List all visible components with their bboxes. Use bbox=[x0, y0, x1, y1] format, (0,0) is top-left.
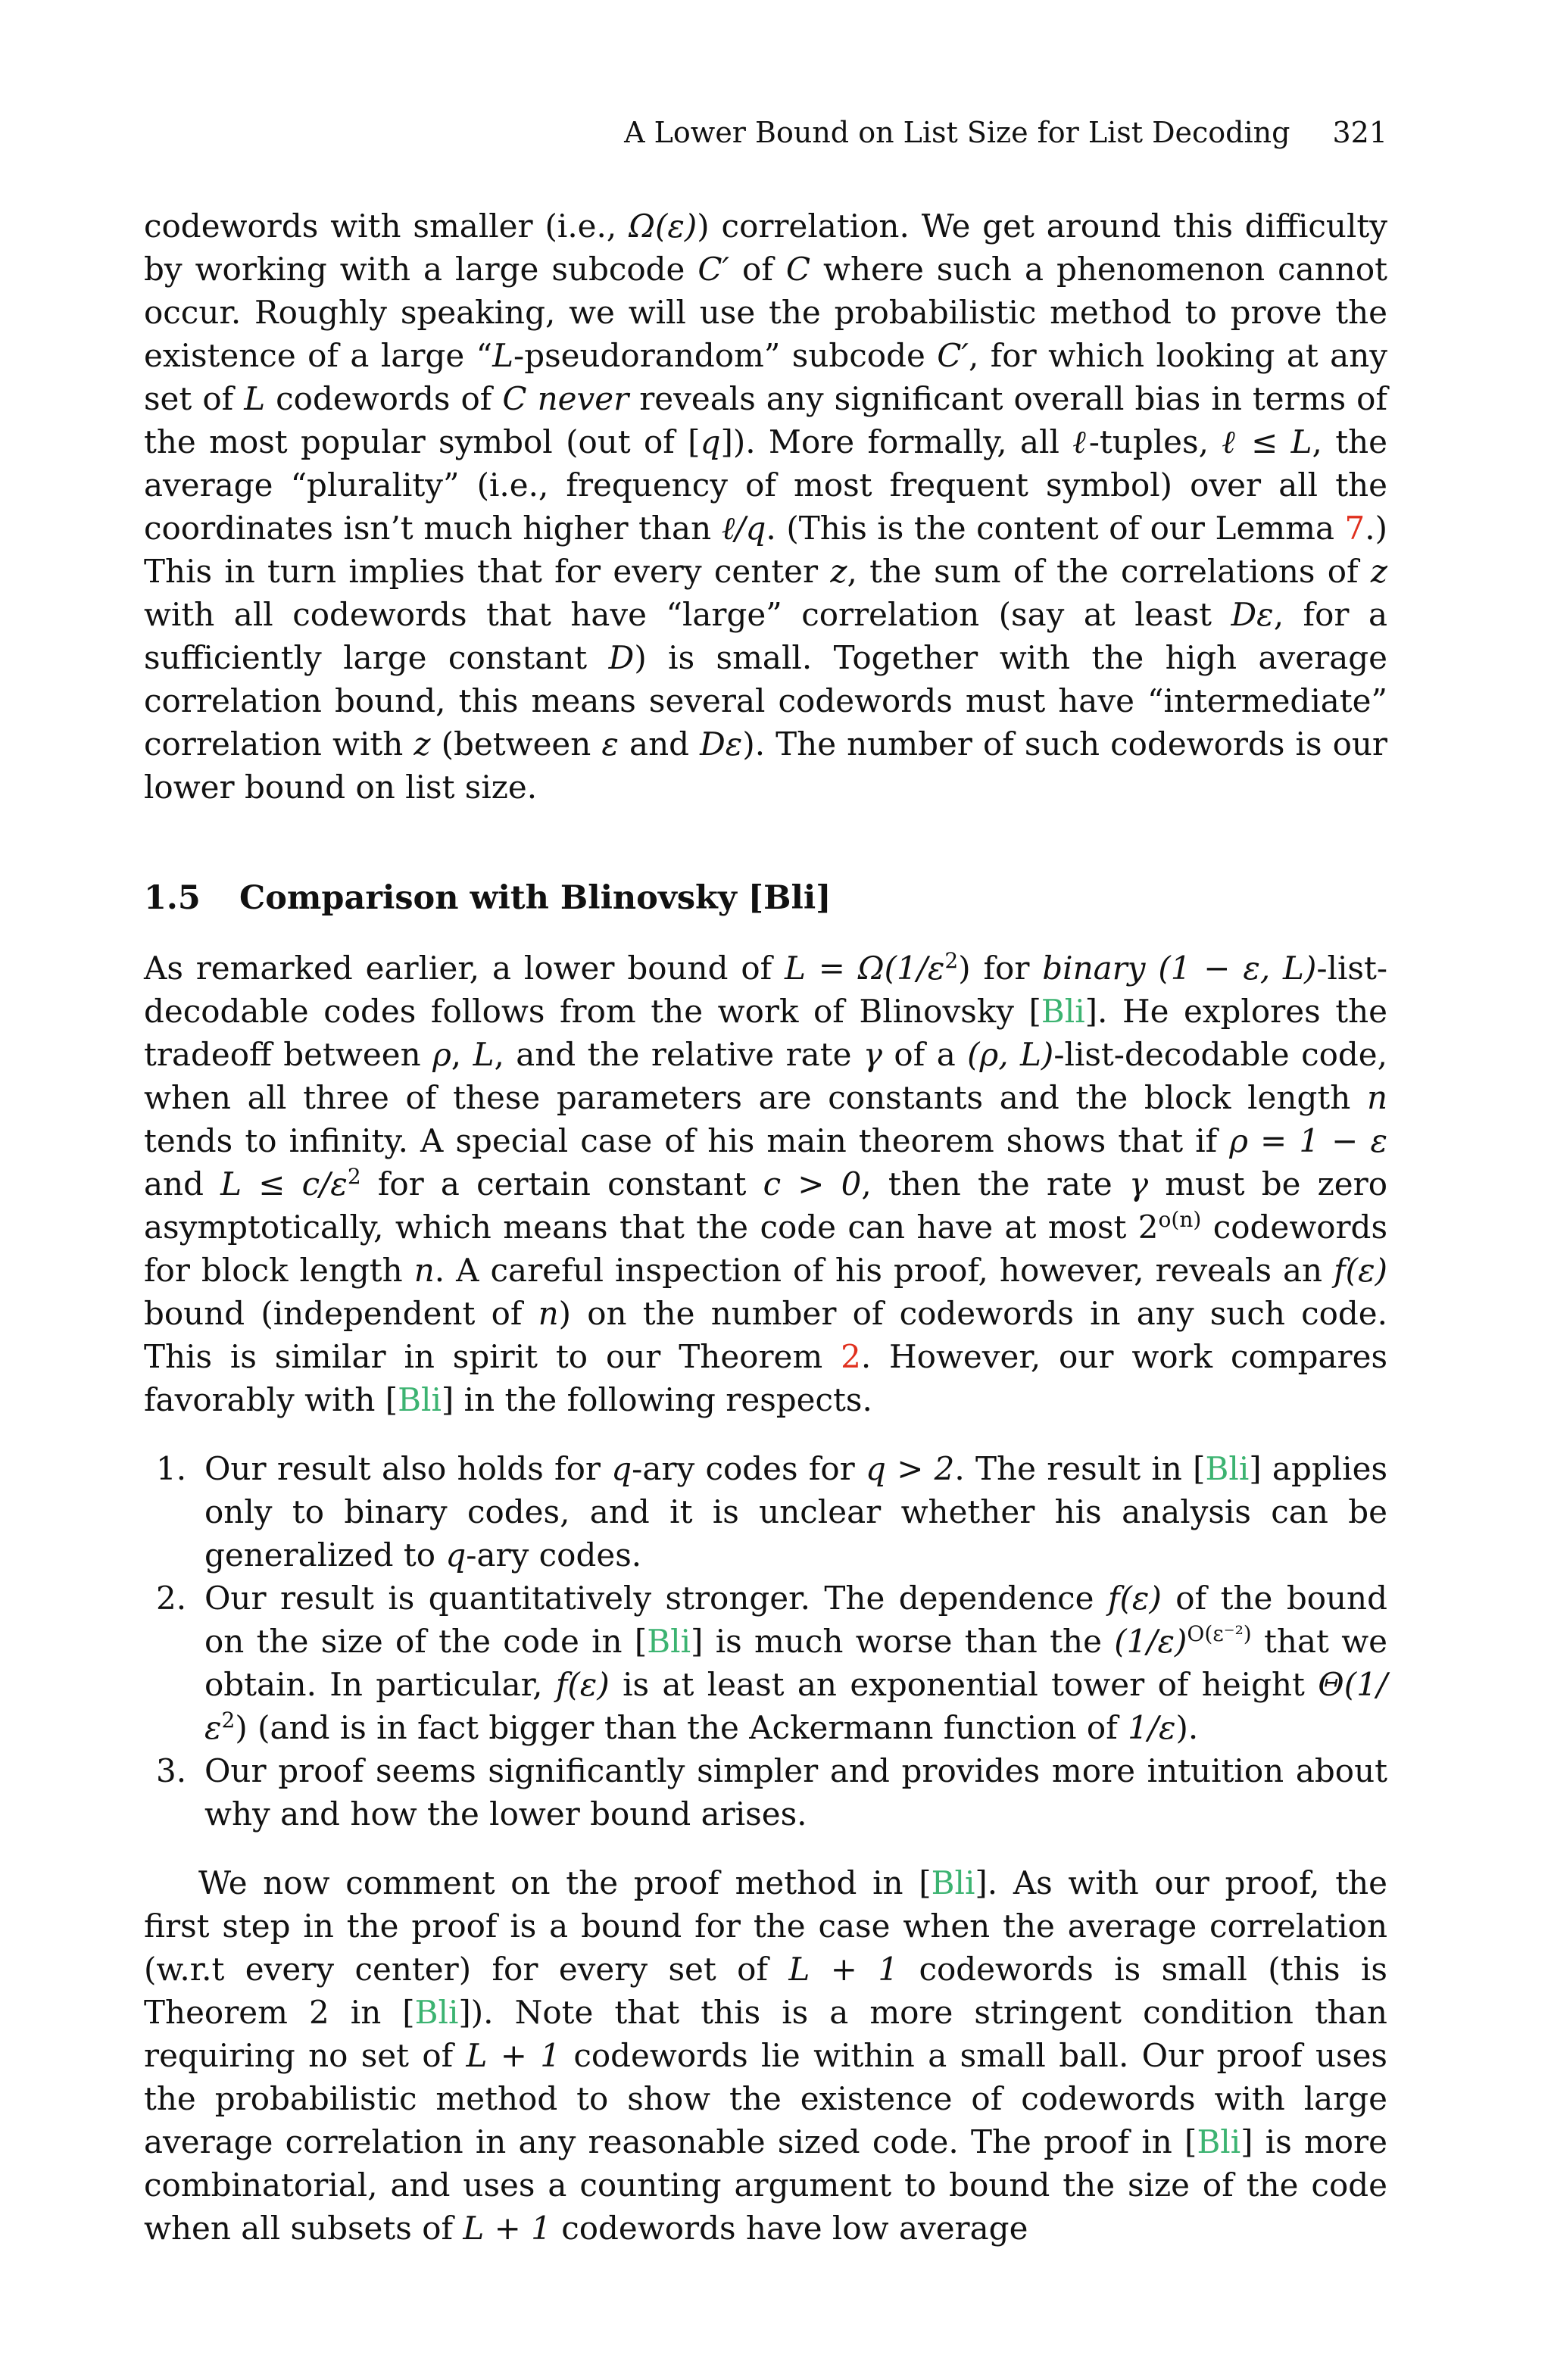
paragraph-2: As remarked earlier, a lower bound of $L = \Omega(1/\varepsilon^2)$ for binary (1 − ε, L)-list-decodable codes follows from the work of Blinovsky [Bli]. He explores the tradeoff between ρ, L, and the relative rate γ of a (ρ, L)-list-decodable code, when all three of these parameters are constants and the block length n tends to infinity. A special case of his main theorem shows that if ρ = 1 − ε and $L \le c/\varepsilon^2$ for a certain constant c > 0, then the rate γ must be zero asymptotically, which means that the code can have at most $2^{o(n)}$ codewords for block length n. A careful inspection of his proof, however, reveals an f(ε) bound (independent of n) on the number of codewords in any such code. This is similar in spirit to our Theorem 2. However, our work compares favorably with [Bli] in the following respects. bbox=[144, 948, 1388, 1418]
citation-bli-link[interactable]: Bli bbox=[931, 1864, 975, 1901]
emphasis-binary: binary bbox=[1042, 950, 1146, 987]
list-item: 3. Our proof seems significantly simpler and provides more intuition about why and how the lower bound arises. bbox=[144, 1749, 1387, 1836]
paragraph-3: We now comment on the proof method in [Bli]. As with our proof, the first step in the proof is a bound for the case when the average correlation (w.r.t every center) for every set of L + 1 codewords is small (this is Theorem 2 in [Bli]). Note that this is a more stringent condition than requiring no set of L + 1 codewords lie within a small ball. Our proof uses the probabilistic method to show the existence of codewords with large average correlation in any reasonable sized code. The proof in [Bli] is more combinatorial, and uses a counting argument to bound the size of the code when all subsets of L + 1 codewords have low average bbox=[144, 1864, 1387, 2247]
list-marker: 1. bbox=[156, 1450, 187, 1487]
comparison-list bbox=[144, 1447, 1387, 1836]
citation-bli-link[interactable]: Bli bbox=[1205, 1450, 1250, 1487]
list-marker: 2. bbox=[156, 1580, 187, 1617]
section-title: Comparison with Blinovsky [Bli] bbox=[239, 879, 832, 917]
running-title: A Lower Bound on List Size for List Decoding bbox=[624, 116, 1290, 149]
citation-bli-link[interactable]: Bli bbox=[1041, 993, 1085, 1030]
section-number: 1.5 bbox=[144, 879, 201, 917]
citation-bli-link[interactable]: Bli bbox=[647, 1623, 691, 1660]
list-marker: 3. bbox=[156, 1752, 187, 1789]
theorem-2-ref-link[interactable]: 2 bbox=[841, 1338, 861, 1375]
citation-bli-link[interactable]: Bli bbox=[414, 1994, 459, 2031]
running-header bbox=[144, 114, 1387, 151]
section-heading bbox=[144, 875, 1387, 921]
body-text bbox=[144, 204, 1387, 2250]
page-number: 321 bbox=[1332, 116, 1387, 149]
lemma-7-ref-link[interactable]: 7 bbox=[1344, 510, 1365, 547]
emphasis-never: never bbox=[537, 380, 629, 417]
citation-bli-link[interactable]: Bli bbox=[398, 1381, 442, 1418]
list-item: 2. Our result is quantitatively stronger. The dependence f(ε) of the bound on the size of the code in [Bli] is much worse than the $(1/\varepsilon)^{O(\varepsilon^{-2})}$ that we obtain. In particular, f(ε) is at least an exponential tower of height $\Theta(1/\varepsilon^2)$ (and is in fact bigger than the Ackermann function of 1/ε). bbox=[144, 1577, 1387, 1749]
paragraph-1: codewords with smaller (i.e., Ω(ε)) correlation. We get around this difficulty by working with a large subcode C′ of C where such a phenomenon cannot occur. Roughly speaking, we will use the probabilistic method to prove the existence of a large “L-pseudorandom” subcode C′, for which looking at any set of L codewords of C never reveals any significant overall bias in terms of the most popular symbol (out of [q]). More formally, all ℓ-tuples, ℓ ≤ L, the average “plurality” (i.e., frequency of most frequent symbol) over all the coordinates isn’t much higher than ℓ/q. (This is the content of our Lemma 7.) This in turn implies that for every center z, the sum of the correlations of z with all codewords that have “large” correlation (say at least Dε, for a sufficiently large constant D) is small. Together with the high average correlation bound, this means several codewords must have “intermediate” correlation with z (between ε and Dε). The number of such codewords is our lower bound on list size. bbox=[144, 207, 1388, 806]
list-item: 1. Our result also holds for q-ary codes for q > 2. The result in [Bli] applies only to binary codes, and it is unclear whether his analysis can be generalized to q-ary codes. bbox=[144, 1447, 1387, 1577]
citation-bli-link[interactable]: Bli bbox=[1197, 2123, 1241, 2160]
